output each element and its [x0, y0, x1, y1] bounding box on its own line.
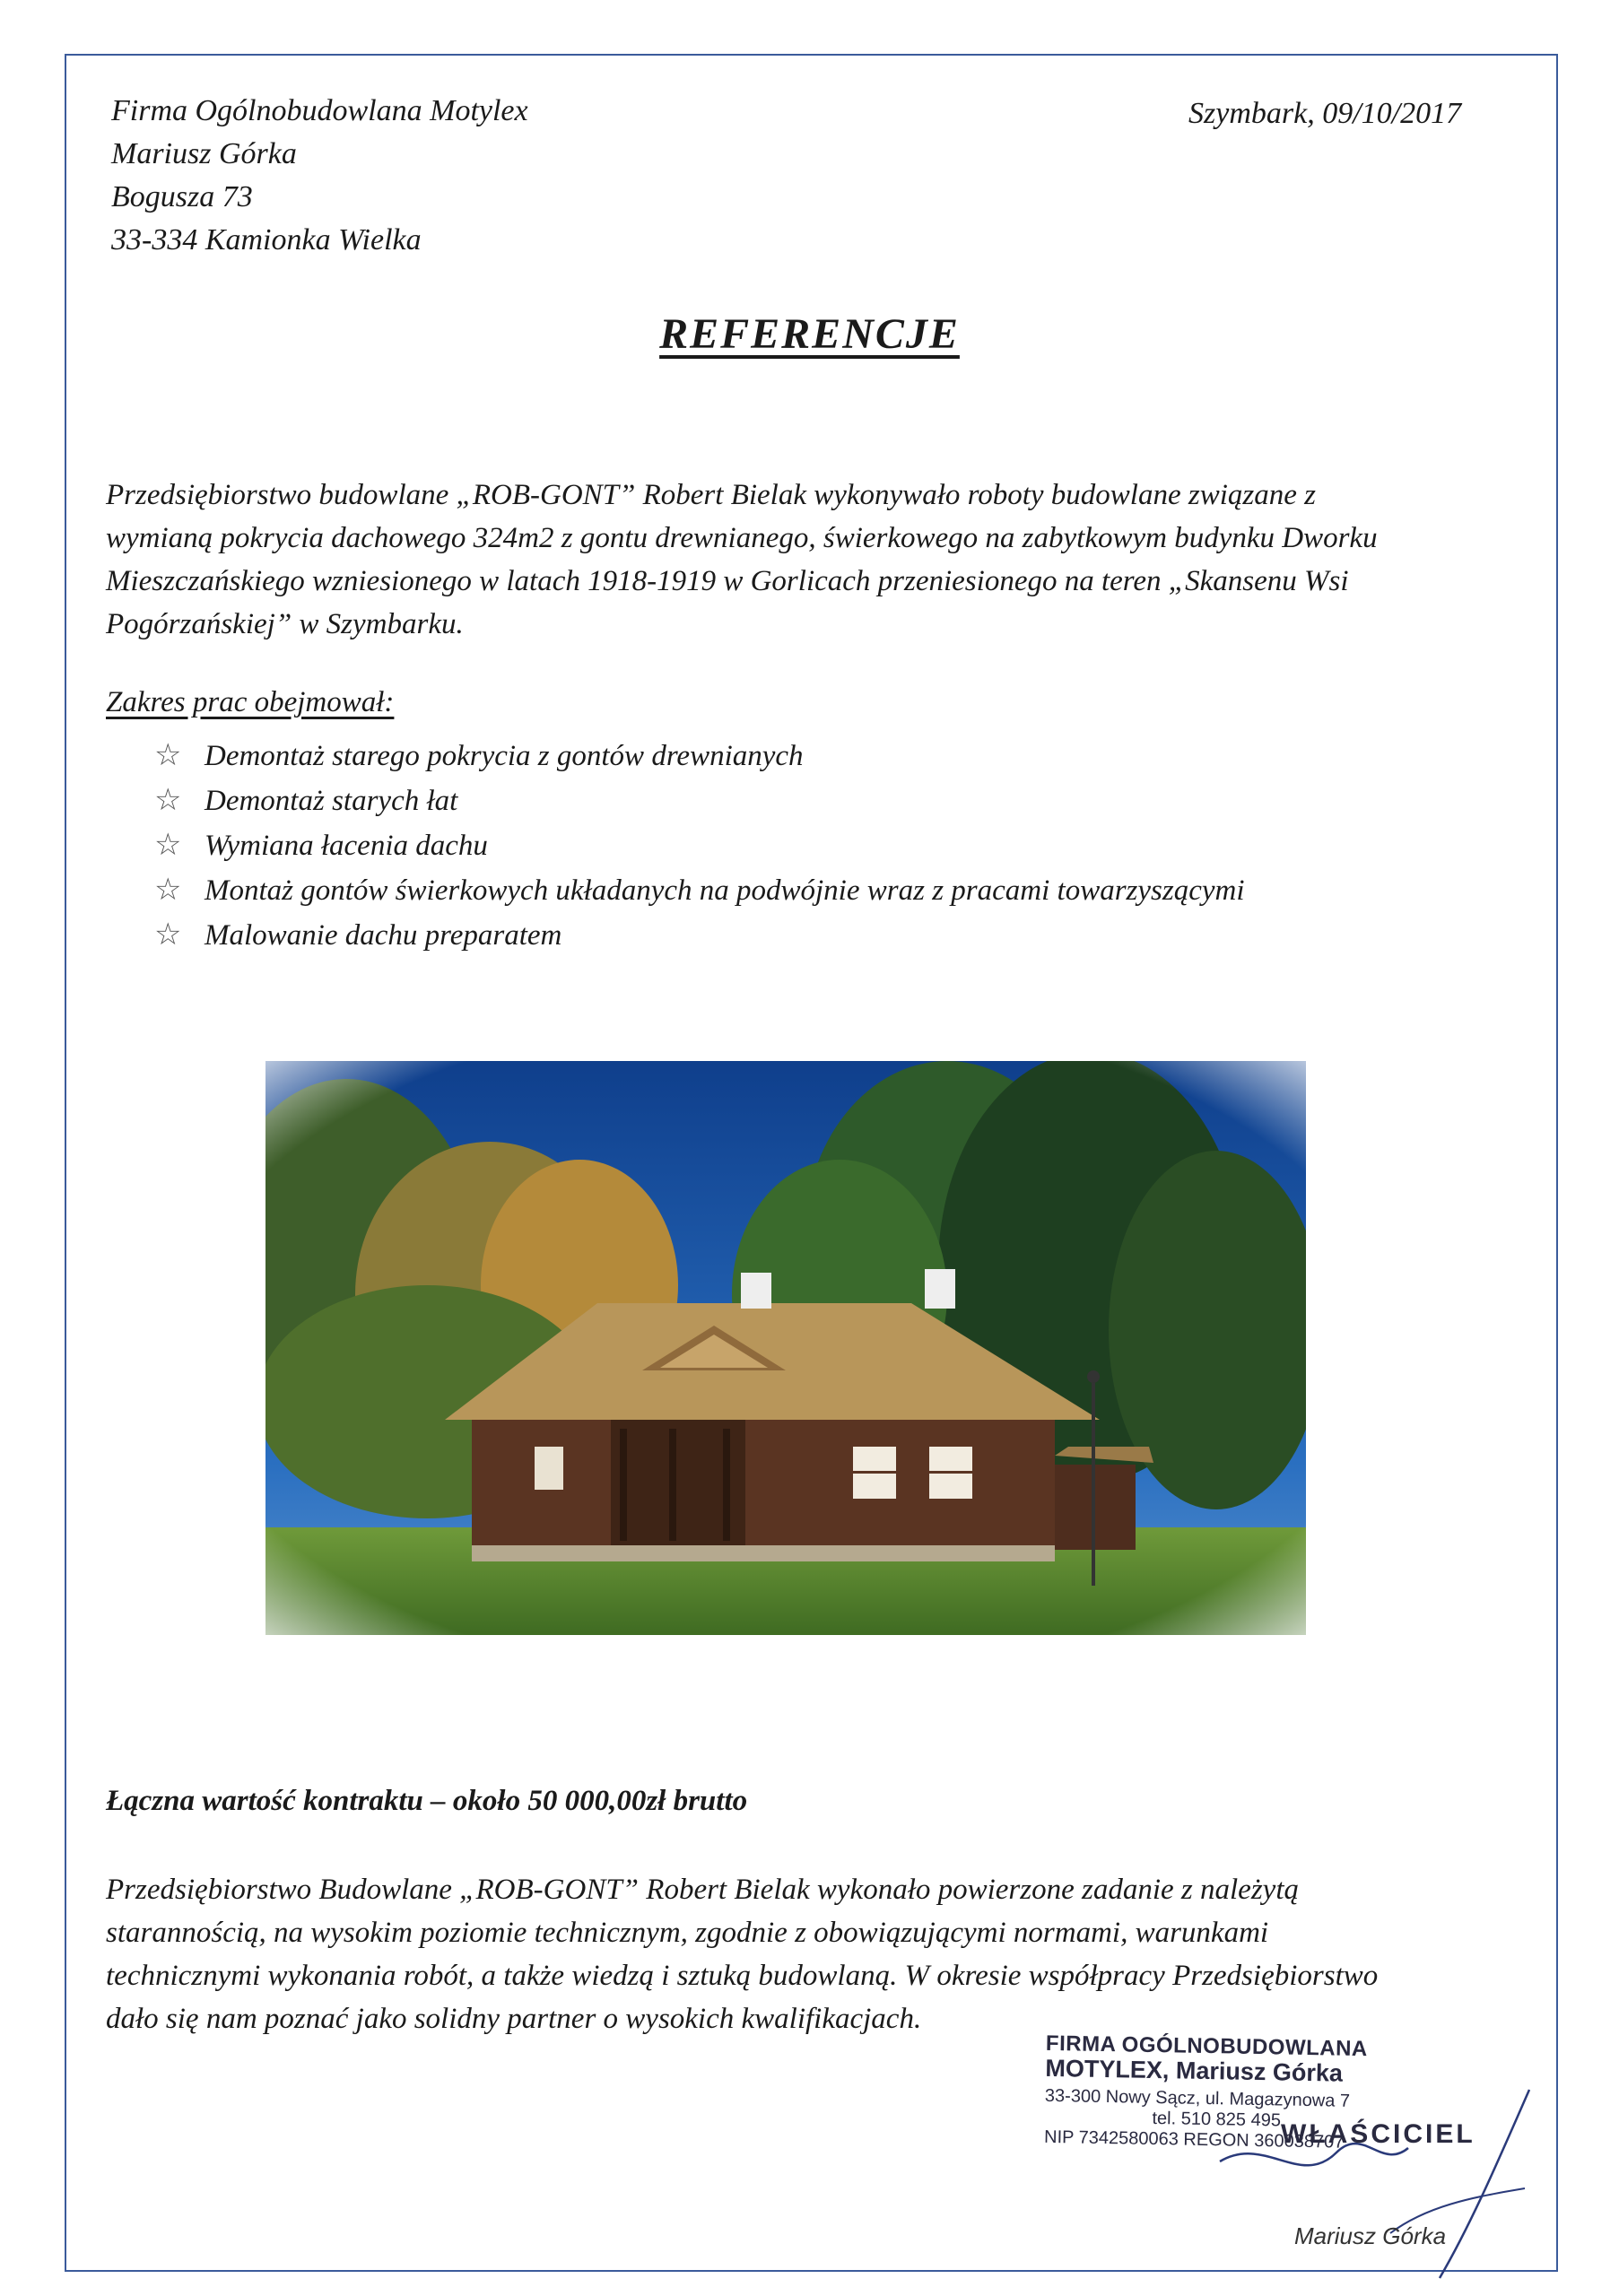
- star-outline-icon: ☆: [154, 784, 182, 817]
- intro-paragraph: [106, 474, 1541, 646]
- star-outline-icon: ☆: [154, 739, 182, 772]
- list-item: [154, 778, 1245, 823]
- stamp-line-address: 33-300 Nowy Sącz, ul. Magazynowa 7: [1044, 2085, 1351, 2111]
- sender-street: Bogusza 73: [111, 180, 253, 213]
- closing-line: Przedsiębiorstwo Budowlane „ROB-GONT” Robert Bielak wykonało powierzone zadanie z należytą: [106, 1874, 1299, 1906]
- owner-name: Mariusz Górka: [1294, 2222, 1447, 2249]
- sender-person: Mariusz Górka: [111, 137, 297, 170]
- star-outline-icon: ☆: [154, 918, 182, 952]
- intro-line: wymianą pokrycia dachowego 324m2 z gontu drewnianego, świerkowego na zabytkowym budynku Dworku: [106, 522, 1378, 554]
- manor-house-illustration: [265, 1061, 1306, 1635]
- stamp-line-ids: NIP 7342580063 REGON 360038707: [1043, 2126, 1345, 2152]
- manor-house-photo: [265, 1061, 1306, 1635]
- list-item: [154, 913, 1245, 958]
- stamp-line-company: FIRMA OGÓLNOBUDOWLANA: [1045, 2031, 1369, 2062]
- document-title-text: REFERENCJE: [659, 310, 960, 358]
- intro-line: Pogórzańskiej” w Szymbarku.: [106, 608, 464, 640]
- stamp-line-phone: tel. 510 825 495: [1152, 2108, 1282, 2131]
- closing-line: technicznymi wykonania robót, a także wiedzą i sztuką budowlaną. W okresie współpracy Przedsiębiorstwo: [106, 1960, 1379, 1992]
- list-item-text: Demontaż starego pokrycia z gontów drewnianych: [205, 740, 804, 772]
- list-item-text: Montaż gontów świerkowych układanych na podwójnie wraz z pracami towarzyszącymi: [205, 874, 1245, 907]
- scope-heading: Zakres prac obejmował:: [106, 686, 395, 718]
- intro-line: Mieszczańskiego wzniesionego w latach 1918-1919 w Gorlicach przeniesionego na teren „Skansenu Wsi: [106, 565, 1349, 597]
- closing-line: dało się nam poznać jako solidny partner o wysokich kwalifikacjach.: [106, 2003, 922, 2035]
- list-item: [154, 823, 1245, 868]
- sender-company: Firma Ogólnobudowlana Motylex: [111, 94, 528, 127]
- intro-line: Przedsiębiorstwo budowlane „ROB-GONT” Robert Bielak wykonywało roboty budowlane związane z: [106, 479, 1316, 511]
- handwritten-signature: [1166, 2054, 1561, 2287]
- closing-line: starannością, na wysokim poziomie technicznym, zgodnie z obowiązującymi normami, warunkami: [106, 1917, 1269, 1949]
- sender-address: [111, 90, 528, 262]
- list-item-text: Malowanie dachu preparatem: [205, 919, 562, 952]
- sender-city: 33-334 Kamionka Wielka: [111, 223, 422, 257]
- closing-paragraph: [106, 1868, 1541, 2040]
- document-title: [0, 309, 1619, 359]
- star-outline-icon: ☆: [154, 829, 182, 862]
- scope-list: [154, 734, 1245, 958]
- letter-date: Szymbark, 09/10/2017: [1188, 97, 1462, 130]
- stamp-line-name: MOTYLEX, Mariusz Górka: [1045, 2054, 1344, 2087]
- owner-title: WŁAŚCICIEL: [1281, 2119, 1475, 2149]
- contract-value: Łączna wartość kontraktu – około 50 000,00zł brutto: [106, 1785, 748, 1817]
- list-item: [154, 734, 1245, 778]
- list-item-text: Demontaż starych łat: [205, 785, 458, 817]
- star-outline-icon: ☆: [154, 874, 182, 907]
- list-item-text: Wymiana łacenia dachu: [205, 830, 488, 862]
- list-item: [154, 868, 1245, 913]
